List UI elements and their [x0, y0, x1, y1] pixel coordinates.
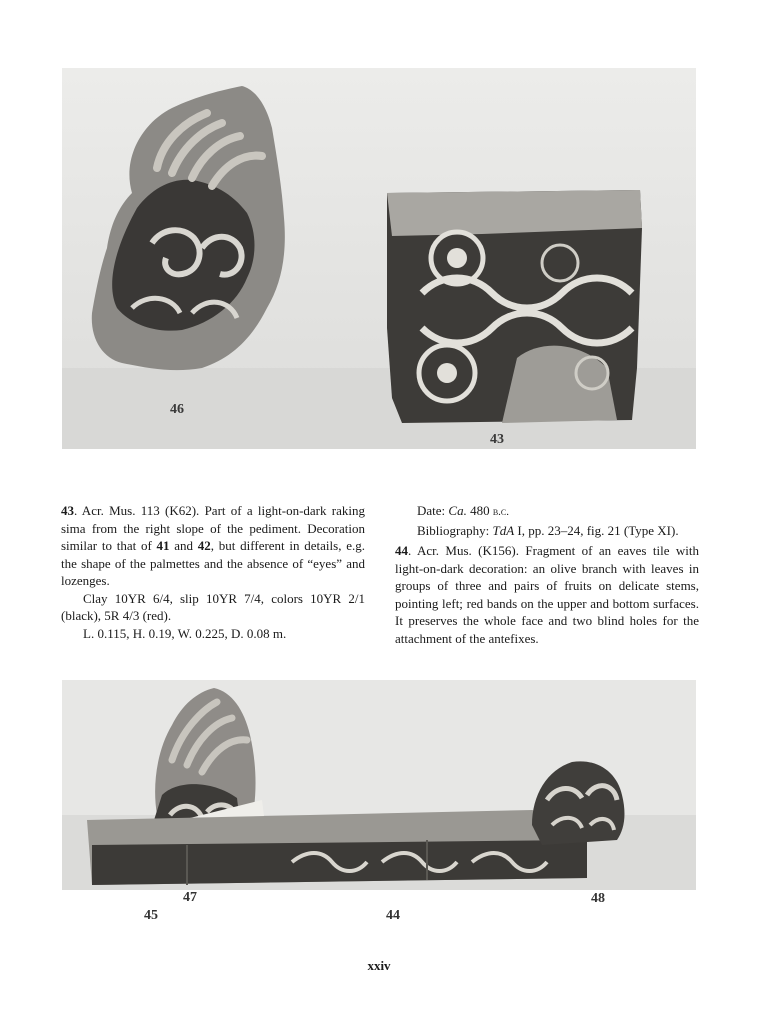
plate-label-44: 44	[386, 908, 400, 923]
plate-label-48: 48	[591, 891, 605, 906]
top-photo-illustration	[62, 68, 696, 449]
entry-43-paragraph: 43. Acr. Mus. 113 (K62). Part of a light-on-dark raking sima from the right slope of the pediment. Decoration similar to that of 41 and 42, but different in details, e.g. the shape of the palmettes and the absence of “eyes” and lozenges.	[61, 503, 365, 588]
top-photograph	[62, 68, 696, 449]
dimensions: L. 0.115, H. 0.19, W. 0.225, D. 0.08 m.	[83, 625, 287, 641]
bibliography-line: Bibliography: TdA I, pp. 23–24, fig. 21 (Type XI).	[417, 522, 679, 538]
clay-description: Clay 10YR 6/4, slip 10YR 7/4, colors 10YR 2/1 (black), 5R 4/3 (red).	[61, 590, 365, 623]
bottom-photograph	[62, 680, 696, 890]
cross-reference: 41	[156, 538, 170, 553]
left-text-column	[61, 502, 365, 642]
entry-number: 44	[395, 543, 408, 558]
sima-fragment-43	[387, 190, 642, 423]
page-folio: xxiv	[367, 958, 391, 973]
plate-label-46: 46	[170, 402, 184, 417]
entry-number: 43	[61, 503, 74, 518]
plate-label-47: 47	[183, 890, 197, 905]
entry-44-paragraph: 44. Acr. Mus. (K156). Fragment of an eaves tile with light-on-dark decoration: an olive branch with leaves in groups of three and pairs of fruits on delicate stems, pointing left; red bands on the upper and bottom surfaces. It preserves the whole face and two blind holes for the attachment of the antefixes.	[395, 543, 699, 646]
plate-label-45: 45	[144, 908, 158, 923]
plate-label-43: 43	[490, 432, 504, 447]
eaves-tile-44	[87, 810, 587, 885]
right-text-column	[395, 502, 699, 647]
bottom-photo-illustration	[62, 680, 696, 890]
date-line: Date: Ca. 480 b.c.	[417, 503, 509, 518]
cross-reference: 42	[197, 538, 211, 553]
